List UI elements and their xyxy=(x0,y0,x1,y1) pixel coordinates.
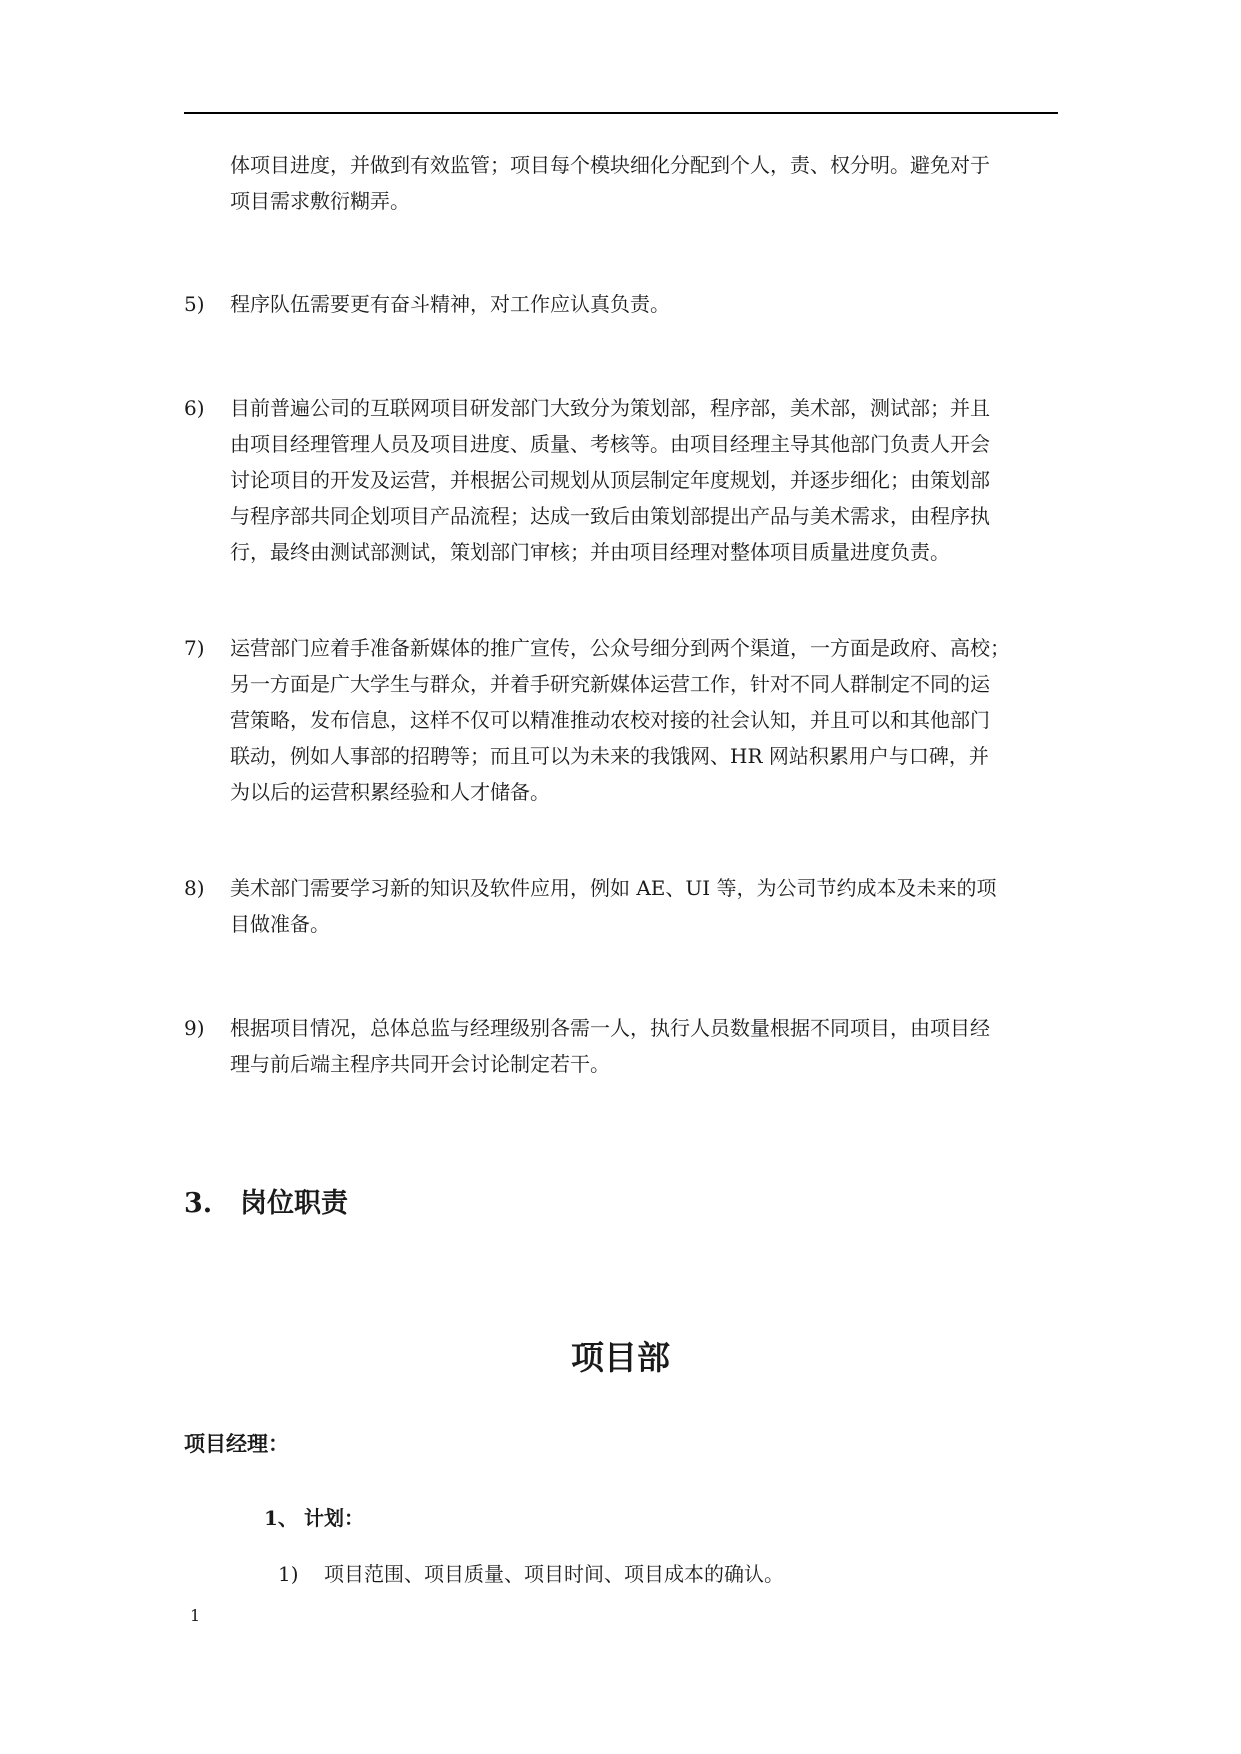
paragraph-line: 与程序部共同企划项目产品流程；达成一致后由策划部提出产品与美术需求，由程序执 xyxy=(230,504,990,528)
section-number: 3. xyxy=(184,1188,213,1219)
subsection-heading xyxy=(264,1500,364,1536)
section-heading xyxy=(184,1184,348,1224)
paragraph-line: 根据项目情况，总体总监与经理级别各需一人，执行人员数量根据不同项目，由项目经 xyxy=(230,1016,990,1040)
list-item-text xyxy=(230,870,1058,942)
paragraph-line: 运营部门应着手准备新媒体的推广宣传，公众号细分到两个渠道，一方面是政府、高校； xyxy=(230,636,1010,660)
list-item-text xyxy=(230,390,1058,570)
header-rule xyxy=(184,112,1058,114)
paragraph-line: 为以后的运营积累经验和人才储备。 xyxy=(230,780,550,804)
list-item-number: 5) xyxy=(184,292,205,316)
paragraph-line: 联动，例如人事部的招聘等；而且可以为未来的我饿网、HR 网站积累用户与口碑，并 xyxy=(230,744,989,768)
list-item-text: 项目范围、项目质量、项目时间、项目成本的确认。 xyxy=(324,1562,784,1586)
paragraph-line: 目做准备。 xyxy=(230,912,330,936)
subsection-title: 计划： xyxy=(304,1506,364,1530)
list-item-text xyxy=(230,630,1058,810)
paragraph-line: 程序队伍需要更有奋斗精神，对工作应认真负责。 xyxy=(230,292,670,316)
list-item-text xyxy=(230,1010,1058,1082)
subsection-list-item xyxy=(278,1556,784,1592)
page-number: 1 xyxy=(190,1606,201,1625)
subsection-number: 1、 xyxy=(264,1506,298,1530)
list-item-number: 1) xyxy=(278,1562,299,1586)
continuation-paragraph xyxy=(230,147,1058,219)
paragraph-line: 目前普遍公司的互联网项目研发部门大致分为策划部，程序部，美术部，测试部；并且 xyxy=(230,396,990,420)
role-title: 项目经理： xyxy=(184,1431,289,1456)
paragraph-line: 行，最终由测试部测试，策划部门审核；并由项目经理对整体项目质量进度负责。 xyxy=(230,540,950,564)
paragraph-line: 由项目经理管理人员及项目进度、质量、考核等。由项目经理主导其他部门负责人开会 xyxy=(230,432,990,456)
list-item-number: 8) xyxy=(184,876,205,900)
paragraph-line: 体项目进度，并做到有效监管；项目每个模块细化分配到个人，责、权分明。避免对于 xyxy=(230,153,990,177)
department-title: 项目部 xyxy=(571,1338,670,1377)
list-item-text xyxy=(230,286,1058,322)
paragraph-line: 营策略，发布信息，这样不仅可以精准推动农校对接的社会认知，并且可以和其他部门 xyxy=(230,708,990,732)
list-item-number: 6) xyxy=(184,396,205,420)
paragraph-line: 理与前后端主程序共同开会讨论制定若干。 xyxy=(230,1052,610,1076)
paragraph-line: 讨论项目的开发及运营，并根据公司规划从顶层制定年度规划，并逐步细化；由策划部 xyxy=(230,468,990,492)
paragraph-line: 项目需求敷衍糊弄。 xyxy=(230,189,410,213)
section-title: 岗位职责 xyxy=(240,1188,348,1219)
list-item-number: 7) xyxy=(184,636,205,660)
paragraph-line: 另一方面是广大学生与群众，并着手研究新媒体运营工作，针对不同人群制定不同的运 xyxy=(230,672,990,696)
list-item-number: 9) xyxy=(184,1016,205,1040)
paragraph-line: 美术部门需要学习新的知识及软件应用，例如 AE、UI 等，为公司节约成本及未来的项 xyxy=(230,876,997,900)
